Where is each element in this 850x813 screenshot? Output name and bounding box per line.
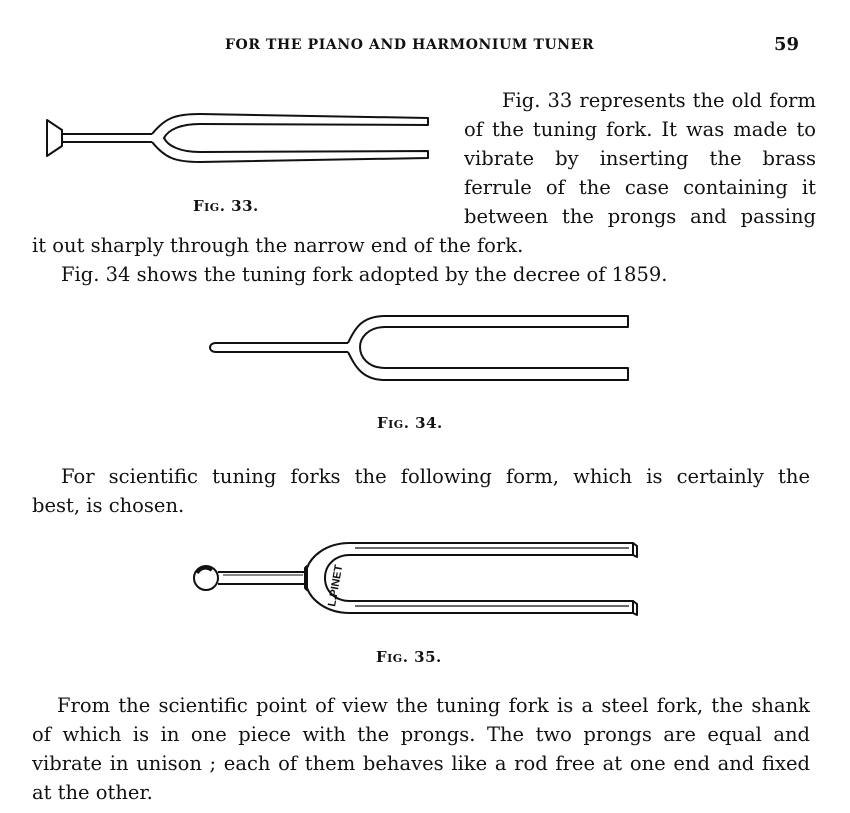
running-header: FOR THE PIANO AND HARMONIUM TUNER [225,37,595,53]
text-line: at the other. [32,781,153,804]
text-line: best, is chosen. [32,494,185,517]
text-line: between the prongs and passing [464,205,816,228]
text-line: For scientific tuning forks the following form, which is certainly the [61,465,810,488]
fig35-caption: Fig. 35. [376,648,442,666]
fig35-maker-stamp: L.PINET [326,563,346,608]
text-line: of which is in one piece with the prongs. The two prongs are equal and [32,723,810,746]
text-line: vibrate by inserting the brass [464,147,816,170]
text-line: From the scientific point of view the tuning fork is a steel fork, the shank [57,694,810,717]
text-line: vibrate in unison ; each of them behaves like a rod free at one end and fixed [32,752,810,775]
fig34-paragraph: Fig. 34 shows the tuning fork adopted by the decree of 1859. [61,263,668,286]
fig33-tuning-fork-illustration [40,108,440,168]
fig33-caption: Fig. 33. [193,197,259,215]
fig34-caption: Fig. 34. [377,414,443,432]
definition-paragraph [32,691,810,807]
text-line: ferrule of the case containing it [464,176,816,199]
page-number: 59 [774,34,800,55]
text-line: Fig. 33 represents the old form [502,89,816,112]
fig33-description-continuation: it out sharply through the narrow end of the fork. [32,234,524,257]
fig34-tuning-fork-illustration [200,310,640,390]
scientific-fork-paragraph [32,462,810,520]
fig35-tuning-fork-illustration [185,535,645,625]
fig33-description [464,86,816,231]
text-line: of the tuning fork. It was made to [464,118,816,141]
